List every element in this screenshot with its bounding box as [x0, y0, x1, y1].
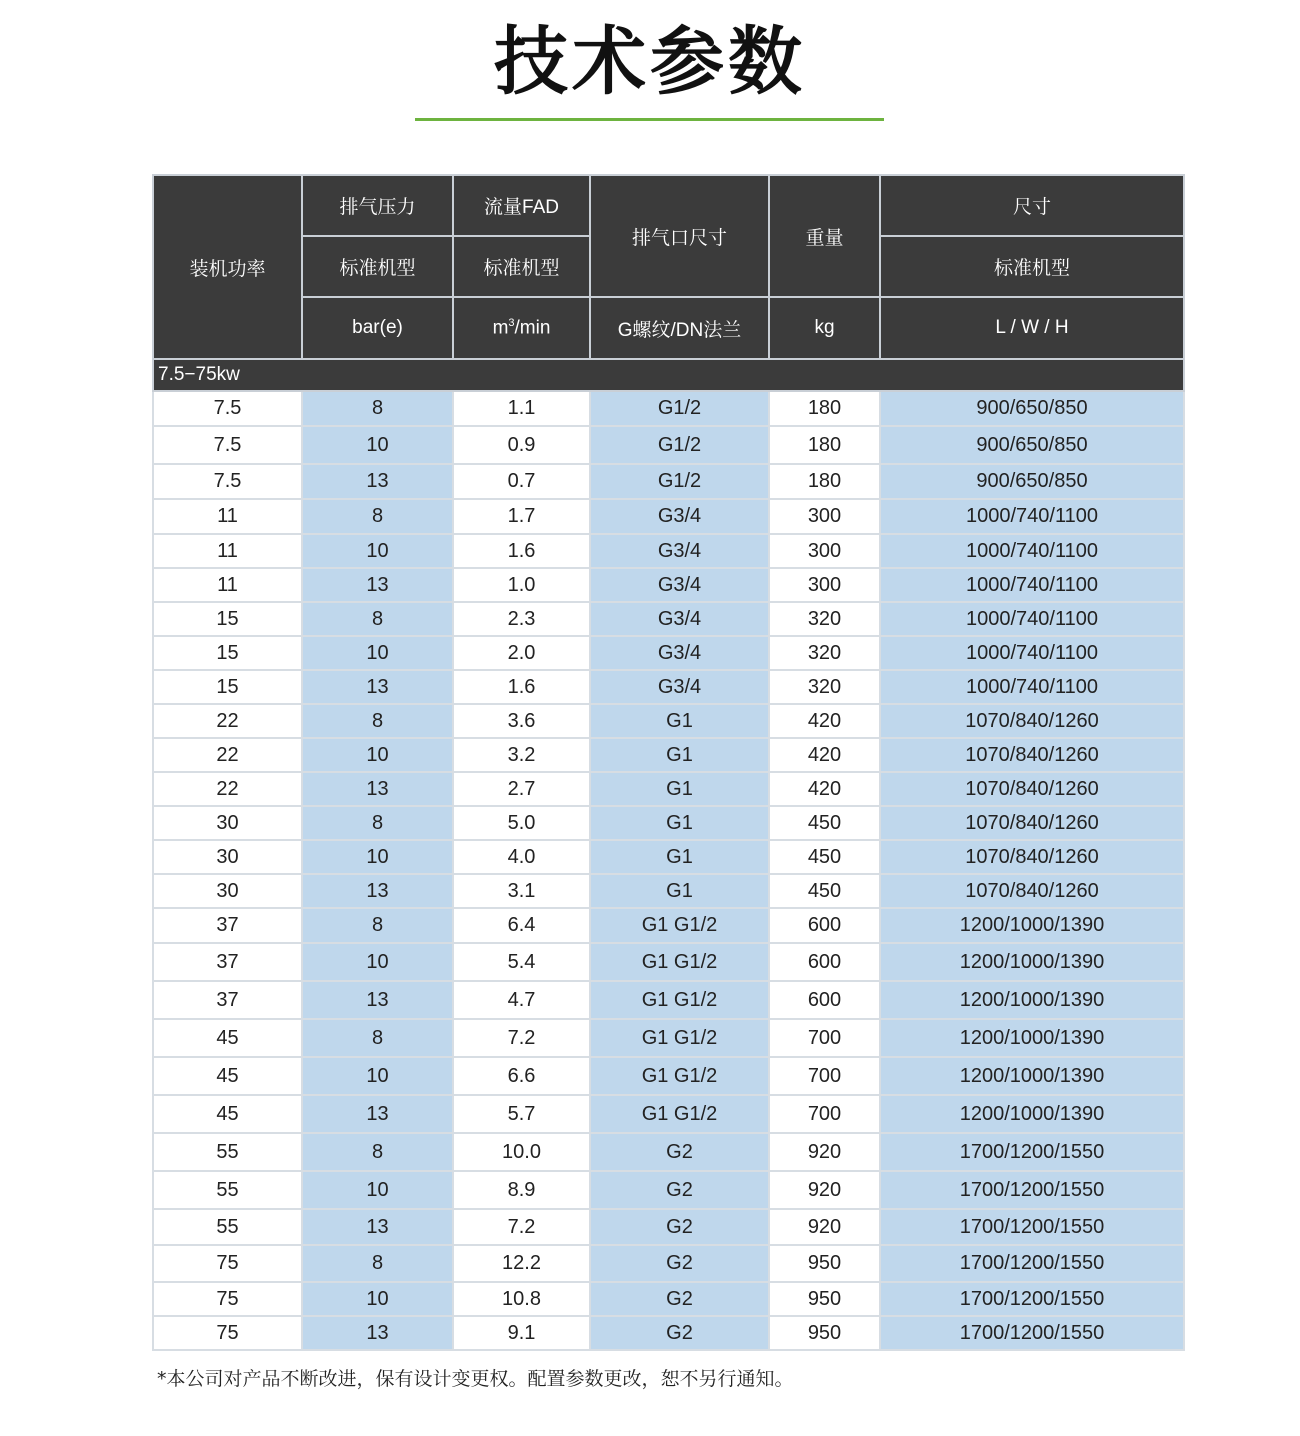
outlet-cell: G2 [590, 1316, 769, 1350]
header-std-model-pressure: 标准机型 [302, 236, 453, 297]
title-underline [415, 118, 884, 121]
table-row [153, 568, 1184, 602]
dimensions-cell: 1070/840/1260 [880, 738, 1184, 772]
dimensions-cell: 900/650/850 [880, 426, 1184, 464]
spec-table [152, 174, 1185, 1351]
table-row [153, 772, 1184, 806]
dimensions-cell: 1200/1000/1390 [880, 943, 1184, 981]
table-row [153, 534, 1184, 568]
power-cell: 30 [153, 806, 302, 840]
flow-cell: 9.1 [453, 1316, 590, 1350]
pressure-cell: 8 [302, 499, 453, 534]
dimensions-cell: 1070/840/1260 [880, 840, 1184, 874]
unit-weight: kg [769, 297, 880, 359]
dimensions-cell: 900/650/850 [880, 464, 1184, 499]
pressure-cell: 13 [302, 874, 453, 908]
power-cell: 45 [153, 1019, 302, 1057]
table-row [153, 806, 1184, 840]
table-row [153, 1316, 1184, 1350]
dimensions-cell: 1000/740/1100 [880, 636, 1184, 670]
weight-cell: 180 [769, 426, 880, 464]
unit-flow [453, 297, 590, 359]
table-row [153, 636, 1184, 670]
dimensions-cell: 1000/740/1100 [880, 670, 1184, 704]
weight-cell: 420 [769, 738, 880, 772]
pressure-cell: 13 [302, 670, 453, 704]
weight-cell: 300 [769, 568, 880, 602]
flow-cell: 3.1 [453, 874, 590, 908]
pressure-cell: 10 [302, 426, 453, 464]
outlet-cell: G3/4 [590, 568, 769, 602]
table-row [153, 943, 1184, 981]
flow-cell: 4.7 [453, 981, 590, 1019]
power-cell: 30 [153, 840, 302, 874]
power-cell: 11 [153, 534, 302, 568]
outlet-cell: G2 [590, 1245, 769, 1282]
pressure-cell: 10 [302, 943, 453, 981]
outlet-cell: G1 [590, 738, 769, 772]
dimensions-cell: 1070/840/1260 [880, 704, 1184, 738]
outlet-cell: G1 [590, 806, 769, 840]
page-title: 技术参数 [494, 19, 806, 105]
header-pressure: 排气压力 [302, 175, 453, 236]
dimensions-cell: 1070/840/1260 [880, 874, 1184, 908]
pressure-cell: 10 [302, 1057, 453, 1095]
outlet-cell: G3/4 [590, 499, 769, 534]
pressure-cell: 8 [302, 908, 453, 943]
flow-cell: 2.0 [453, 636, 590, 670]
power-cell: 7.5 [153, 464, 302, 499]
outlet-cell: G2 [590, 1209, 769, 1245]
pressure-cell: 8 [302, 1245, 453, 1282]
outlet-cell: G2 [590, 1282, 769, 1316]
header-dimensions: 尺寸 [880, 175, 1184, 236]
power-cell: 37 [153, 908, 302, 943]
pressure-cell: 8 [302, 391, 453, 426]
flow-cell: 7.2 [453, 1209, 590, 1245]
flow-cell: 8.9 [453, 1171, 590, 1209]
weight-cell: 320 [769, 602, 880, 636]
pressure-cell: 8 [302, 704, 453, 738]
pressure-cell: 13 [302, 772, 453, 806]
table-row [153, 1171, 1184, 1209]
table-row [153, 464, 1184, 499]
outlet-cell: G3/4 [590, 534, 769, 568]
weight-cell: 320 [769, 670, 880, 704]
dimensions-cell: 1000/740/1100 [880, 568, 1184, 602]
table-row [153, 426, 1184, 464]
header-outlet: 排气口尺寸 [590, 175, 769, 297]
outlet-cell: G1 [590, 704, 769, 738]
table-row [153, 670, 1184, 704]
flow-cell: 1.6 [453, 670, 590, 704]
outlet-cell: G1 G1/2 [590, 1057, 769, 1095]
power-cell: 15 [153, 670, 302, 704]
pressure-cell: 10 [302, 636, 453, 670]
pressure-cell: 8 [302, 602, 453, 636]
flow-cell: 3.2 [453, 738, 590, 772]
spec-table-body [153, 391, 1184, 1350]
weight-cell: 950 [769, 1316, 880, 1350]
table-row [153, 981, 1184, 1019]
dimensions-cell: 1700/1200/1550 [880, 1245, 1184, 1282]
header-weight: 重量 [769, 175, 880, 297]
dimensions-cell: 1000/740/1100 [880, 534, 1184, 568]
outlet-cell: G1/2 [590, 391, 769, 426]
flow-cell: 1.6 [453, 534, 590, 568]
weight-cell: 420 [769, 772, 880, 806]
power-cell: 75 [153, 1282, 302, 1316]
dimensions-cell: 1200/1000/1390 [880, 1019, 1184, 1057]
flow-cell: 10.0 [453, 1133, 590, 1171]
weight-cell: 600 [769, 943, 880, 981]
outlet-cell: G1 G1/2 [590, 1019, 769, 1057]
unit-dim: L / W / H [880, 297, 1184, 359]
outlet-cell: G1 [590, 874, 769, 908]
outlet-cell: G1 [590, 840, 769, 874]
header-std-model-flow: 标准机型 [453, 236, 590, 297]
weight-cell: 920 [769, 1133, 880, 1171]
weight-cell: 950 [769, 1245, 880, 1282]
table-row [153, 1282, 1184, 1316]
power-cell: 22 [153, 704, 302, 738]
power-cell: 45 [153, 1095, 302, 1133]
flow-cell: 5.4 [453, 943, 590, 981]
spec-table-header [153, 175, 1184, 391]
dimensions-cell: 1700/1200/1550 [880, 1282, 1184, 1316]
weight-cell: 180 [769, 391, 880, 426]
power-cell: 45 [153, 1057, 302, 1095]
outlet-cell: G1 G1/2 [590, 908, 769, 943]
table-row [153, 1133, 1184, 1171]
outlet-cell: G3/4 [590, 636, 769, 670]
weight-cell: 450 [769, 874, 880, 908]
flow-cell: 1.7 [453, 499, 590, 534]
flow-cell: 3.6 [453, 704, 590, 738]
pressure-cell: 10 [302, 840, 453, 874]
pressure-cell: 13 [302, 1316, 453, 1350]
flow-cell: 0.9 [453, 426, 590, 464]
outlet-cell: G3/4 [590, 670, 769, 704]
pressure-cell: 10 [302, 1282, 453, 1316]
flow-cell: 10.8 [453, 1282, 590, 1316]
unit-flow-sup: 3 [508, 316, 515, 329]
flow-cell: 5.7 [453, 1095, 590, 1133]
power-cell: 30 [153, 874, 302, 908]
pressure-cell: 10 [302, 738, 453, 772]
table-row [153, 602, 1184, 636]
weight-cell: 920 [769, 1209, 880, 1245]
flow-cell: 4.0 [453, 840, 590, 874]
pressure-cell: 8 [302, 1019, 453, 1057]
unit-flow-base: m [492, 317, 509, 339]
weight-cell: 300 [769, 534, 880, 568]
dimensions-cell: 900/650/850 [880, 391, 1184, 426]
dimensions-cell: 1200/1000/1390 [880, 908, 1184, 943]
table-row [153, 1245, 1184, 1282]
pressure-cell: 8 [302, 806, 453, 840]
dimensions-cell: 1700/1200/1550 [880, 1133, 1184, 1171]
dimensions-cell: 1000/740/1100 [880, 602, 1184, 636]
weight-cell: 320 [769, 636, 880, 670]
weight-cell: 450 [769, 840, 880, 874]
pressure-cell: 8 [302, 1133, 453, 1171]
pressure-cell: 10 [302, 534, 453, 568]
power-cell: 55 [153, 1209, 302, 1245]
power-cell: 11 [153, 499, 302, 534]
flow-cell: 1.1 [453, 391, 590, 426]
footnote: *本公司对产品不断改进，保有设计变更权。配置参数更改，恕不另行通知。 [157, 1368, 794, 1390]
weight-cell: 420 [769, 704, 880, 738]
flow-cell: 12.2 [453, 1245, 590, 1282]
power-cell: 7.5 [153, 391, 302, 426]
table-row [153, 391, 1184, 426]
header-power: 装机功率 [153, 175, 302, 359]
power-cell: 15 [153, 636, 302, 670]
pressure-cell: 13 [302, 1209, 453, 1245]
outlet-cell: G1/2 [590, 464, 769, 499]
pressure-cell: 13 [302, 464, 453, 499]
power-cell: 55 [153, 1171, 302, 1209]
power-cell: 11 [153, 568, 302, 602]
weight-cell: 180 [769, 464, 880, 499]
flow-cell: 5.0 [453, 806, 590, 840]
flow-cell: 6.4 [453, 908, 590, 943]
flow-cell: 1.0 [453, 568, 590, 602]
unit-pressure: bar(e) [302, 297, 453, 359]
dimensions-cell: 1200/1000/1390 [880, 1057, 1184, 1095]
power-cell: 55 [153, 1133, 302, 1171]
flow-cell: 7.2 [453, 1019, 590, 1057]
pressure-cell: 13 [302, 568, 453, 602]
header-std-model-dim: 标准机型 [880, 236, 1184, 297]
outlet-cell: G1 G1/2 [590, 981, 769, 1019]
weight-cell: 600 [769, 981, 880, 1019]
group-label: 7.5−75kw [153, 359, 1184, 391]
dimensions-cell: 1700/1200/1550 [880, 1209, 1184, 1245]
table-row [153, 704, 1184, 738]
power-cell: 22 [153, 738, 302, 772]
dimensions-cell: 1200/1000/1390 [880, 981, 1184, 1019]
dimensions-cell: 1070/840/1260 [880, 806, 1184, 840]
power-cell: 75 [153, 1245, 302, 1282]
unit-outlet: G螺纹/DN法兰 [590, 297, 769, 359]
dimensions-cell: 1070/840/1260 [880, 772, 1184, 806]
flow-cell: 6.6 [453, 1057, 590, 1095]
power-cell: 37 [153, 981, 302, 1019]
dimensions-cell: 1700/1200/1550 [880, 1316, 1184, 1350]
power-cell: 37 [153, 943, 302, 981]
outlet-cell: G1 [590, 772, 769, 806]
outlet-cell: G3/4 [590, 602, 769, 636]
weight-cell: 700 [769, 1019, 880, 1057]
table-row [153, 1095, 1184, 1133]
weight-cell: 600 [769, 908, 880, 943]
outlet-cell: G2 [590, 1171, 769, 1209]
dimensions-cell: 1700/1200/1550 [880, 1171, 1184, 1209]
table-row [153, 1057, 1184, 1095]
table-row [153, 908, 1184, 943]
table-row [153, 499, 1184, 534]
table-row [153, 1019, 1184, 1057]
weight-cell: 700 [769, 1057, 880, 1095]
header-flow: 流量FAD [453, 175, 590, 236]
pressure-cell: 13 [302, 981, 453, 1019]
table-row [153, 840, 1184, 874]
pressure-cell: 13 [302, 1095, 453, 1133]
weight-cell: 300 [769, 499, 880, 534]
weight-cell: 700 [769, 1095, 880, 1133]
outlet-cell: G1 G1/2 [590, 1095, 769, 1133]
power-cell: 7.5 [153, 426, 302, 464]
table-row [153, 1209, 1184, 1245]
weight-cell: 450 [769, 806, 880, 840]
power-cell: 15 [153, 602, 302, 636]
flow-cell: 2.7 [453, 772, 590, 806]
table-row [153, 874, 1184, 908]
outlet-cell: G1/2 [590, 426, 769, 464]
flow-cell: 2.3 [453, 602, 590, 636]
pressure-cell: 10 [302, 1171, 453, 1209]
unit-flow-tail: /min [514, 317, 551, 339]
weight-cell: 920 [769, 1171, 880, 1209]
power-cell: 75 [153, 1316, 302, 1350]
flow-cell: 0.7 [453, 464, 590, 499]
dimensions-cell: 1000/740/1100 [880, 499, 1184, 534]
dimensions-cell: 1200/1000/1390 [880, 1095, 1184, 1133]
power-cell: 22 [153, 772, 302, 806]
outlet-cell: G2 [590, 1133, 769, 1171]
outlet-cell: G1 G1/2 [590, 943, 769, 981]
table-row [153, 738, 1184, 772]
weight-cell: 950 [769, 1282, 880, 1316]
